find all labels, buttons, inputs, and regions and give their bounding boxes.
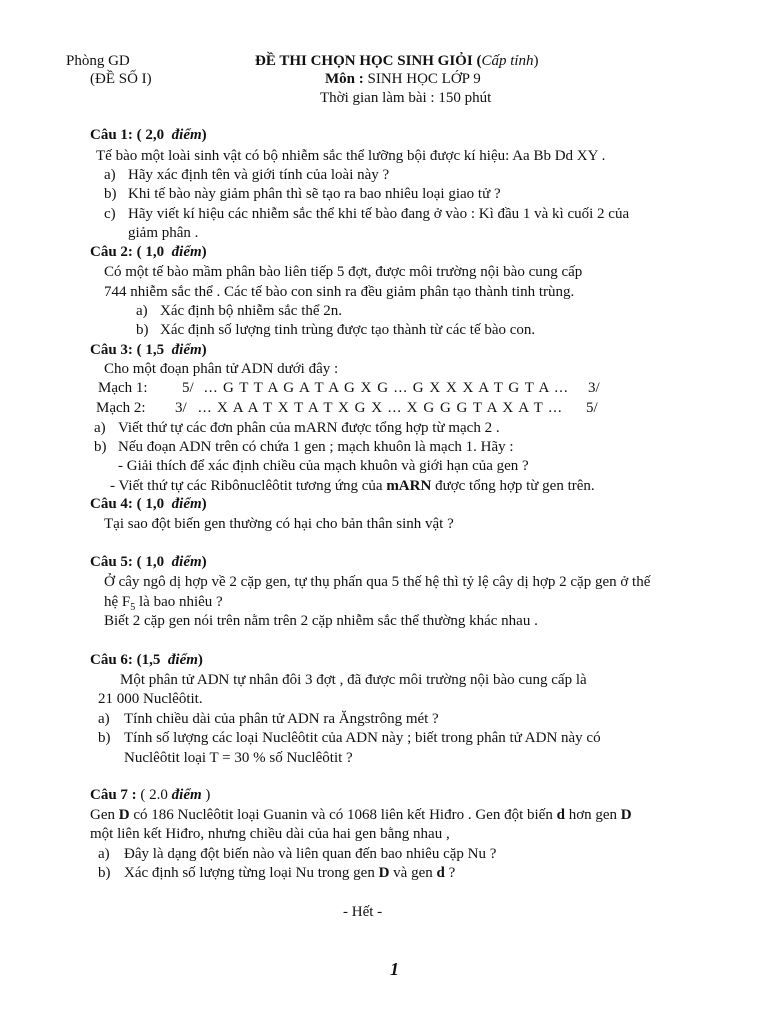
q1-b-mark: b) [104, 186, 117, 202]
q5-line3: Biết 2 cặp gen nói trên nằm trên 2 cặp nhiễm sắc thể thường khác nhau . [104, 613, 538, 629]
q2-b: Xác định số lượng tinh trùng được tạo thành từ các tế bào con. [160, 322, 536, 338]
strand2-label: Mạch 2: [96, 400, 146, 416]
q6-b-line1: Tính số lượng các loại Nuclêôtit của ADN này ; biết trong phân tử ADN này có [124, 730, 601, 746]
q3-title-close: ) [201, 342, 207, 358]
q7-gene-D-2: D [620, 807, 632, 823]
q2-title-text: Câu 2: ( 1,0 [90, 244, 165, 260]
q2-b-mark: b) [136, 322, 149, 338]
strand1-start: 5/ [182, 380, 194, 396]
q1-a-mark: a) [104, 167, 116, 183]
q1-c-mark: c) [104, 206, 116, 222]
q6-a-mark: a) [98, 711, 110, 727]
q6-line1: Một phân tử ADN tự nhân đôi 3 đợt , đã được môi trường nội bào cung cấp là [120, 672, 587, 688]
q7-gene-D: D [118, 807, 130, 823]
q4-points-word: điểm [171, 496, 202, 512]
q1-c-line1: Hãy viết kí hiệu các nhiễm sắc thể khi tế bào đang ở vào : Kì đầu 1 và kì cuối 2 của [128, 206, 630, 222]
q2-a-mark: a) [136, 303, 148, 319]
q7-line2: một liên kết Hiđro, nhưng chiều dài của hai gen bằng nhau , [90, 826, 450, 842]
q3-title-text: Câu 3: ( 1,5 [90, 342, 165, 358]
q7-line1-a: Gen [90, 807, 119, 823]
strand2-start: 3/ [175, 400, 187, 416]
q3-b-item1: - Giải thích để xác định chiều của mạch khuôn và giới hạn của gen ? [118, 458, 529, 474]
q7-b-post: ? [444, 865, 456, 881]
q7-a: Đây là dạng đột biến nào và liên quan đến bao nhiêu cặp Nu ? [124, 846, 497, 862]
q3-b-item2-post: được tổng hợp từ gen trên. [431, 478, 595, 494]
q5-line2-subscript: 5 [130, 602, 136, 613]
q1-b: Khi tế bào này giảm phân thì sẽ tạo ra bao nhiêu loại giao tử ? [128, 186, 501, 202]
subject-label: Môn : [325, 71, 364, 87]
strand2-end: 5/ [586, 400, 598, 416]
q5-title-text: Câu 5: ( 1,0 [90, 554, 165, 570]
strand2-sequence: ... X A A T X T A T X G X ... X G G G T A X A T ... [198, 400, 563, 416]
q3-b-item2-pre: - Viết thứ tự các Ribônuclêôtit tương ứng của [110, 478, 387, 494]
q6-points-word: điểm [167, 652, 198, 668]
q3-points-word: điểm [171, 342, 202, 358]
q7-b-pre: Xác định số lượng từng loại Nu trong gen [124, 865, 379, 881]
q3-b-item2 [110, 477, 595, 495]
q7-b [124, 864, 455, 882]
q6-line2: 21 000 Nuclêôtit. [98, 691, 203, 707]
q3-b-mark: b) [94, 439, 107, 455]
q7-line1-c: hơn gen [564, 807, 621, 823]
q1-title-text: Câu 1: ( 2,0 [90, 127, 165, 143]
q2-title [90, 243, 207, 261]
q7-title [90, 786, 210, 804]
exam-title [255, 52, 539, 70]
page-number: 1 [390, 959, 399, 979]
q6-b-line2: Nuclêôtit loại T = 30 % số Nuclêôtit ? [124, 750, 353, 766]
strand1-sequence: ... G T T A G A T A G X G ... G X X X A T G T A ... [204, 380, 569, 396]
q7-title-text: Câu 7 : [90, 787, 137, 803]
q7-b-mark: b) [98, 865, 111, 881]
q1-a: Hãy xác định tên và giới tính của loài này ? [128, 167, 390, 183]
q7-b-gene-d: d [436, 865, 445, 881]
q3-intro: Cho một đoạn phân tử ADN dưới đây : [104, 361, 339, 377]
exam-title-main: ĐỀ THI CHỌN HỌC SINH GIỎI [255, 53, 473, 69]
q5-line2-pre: hệ F [104, 594, 131, 610]
q6-title-text: Câu 6: (1,5 [90, 652, 161, 668]
q1-points-word: điểm [171, 127, 202, 143]
q4-text: Tại sao đột biến gen thường có hại cho bản thân sinh vật ? [104, 516, 454, 532]
q1-c-line2: giảm phân . [128, 225, 199, 241]
q2-intro-line2: 744 nhiễm sắc thể . Các tế bào con sinh ra đều giảm phân tạo thành tinh trùng. [104, 284, 575, 300]
subject-value: SINH HỌC LỚP 9 [363, 71, 481, 87]
q3-title [90, 341, 207, 359]
q4-title-close: ) [201, 496, 207, 512]
exam-title-paren-open: ( [472, 53, 482, 69]
q5-points-word: điểm [171, 554, 202, 570]
q7-b-gene-D: D [378, 865, 390, 881]
q6-title-close: ) [197, 652, 203, 668]
q1-title-close: ) [201, 127, 207, 143]
strand1-label: Mạch 1: [98, 380, 148, 396]
q7-title-close: ) [201, 787, 211, 803]
q4-title [90, 495, 207, 513]
q3-a-mark: a) [94, 420, 106, 436]
q7-line1 [90, 806, 632, 824]
q2-title-close: ) [201, 244, 207, 260]
q7-points-word: điểm [171, 787, 202, 803]
q4-title-text: Câu 4: ( 1,0 [90, 496, 165, 512]
q1-title [90, 126, 207, 144]
q2-intro-line1: Có một tế bào mầm phân bào liên tiếp 5 đợt, được môi trường nội bào cung cấp [104, 264, 583, 280]
end-marker: - Hết - [343, 904, 383, 920]
q7-title-points: ( 2.0 [136, 787, 172, 803]
q7-b-mid: và gen [389, 865, 437, 881]
q3-a: Viết thứ tự các đơn phân của mARN được tổng hợp từ mạch 2 . [118, 420, 500, 436]
exam-time: Thời gian làm bài : 150 phút [320, 90, 492, 106]
q6-a: Tính chiều dài của phân tử ADN ra Ăngstrông mét ? [124, 711, 439, 727]
q5-line1: Ở cây ngô dị hợp về 2 cặp gen, tự thụ phấn qua 5 thế hệ thì tỷ lệ cây dị hợp 2 cặp gen ở thế [104, 574, 651, 590]
q3-b: Nếu đoạn ADN trên có chứa 1 gen ; mạch khuôn là mạch 1. Hãy : [118, 439, 514, 455]
q7-gene-d: d [556, 807, 565, 823]
exam-title-level: Cấp tỉnh [481, 53, 534, 69]
q1-intro: Tế bào một loài sinh vật có bộ nhiễm sắc thể lưỡng bội được kí hiệu: Aa Bb Dd XY . [96, 148, 606, 164]
q7-line1-b: có 186 Nuclêôtit loại Guanin và có 1068 liên kết Hiđro . Gen đột biến [129, 807, 557, 823]
subject-line [325, 70, 481, 88]
exam-code: (ĐỀ SỐ I) [90, 71, 152, 87]
q5-title-close: ) [201, 554, 207, 570]
q7-a-mark: a) [98, 846, 110, 862]
q5-title [90, 553, 207, 571]
q6-title [90, 651, 203, 669]
q2-points-word: điểm [171, 244, 202, 260]
q6-b-mark: b) [98, 730, 111, 746]
q5-line2-post: là bao nhiêu ? [135, 594, 223, 610]
q2-a: Xác định bộ nhiễm sắc thể 2n. [160, 303, 343, 319]
q3-b-item2-mrna: mARN [386, 478, 432, 494]
exam-title-paren-close: ) [533, 53, 539, 69]
strand1-end: 3/ [588, 380, 600, 396]
school-label: Phòng GD [66, 53, 130, 69]
